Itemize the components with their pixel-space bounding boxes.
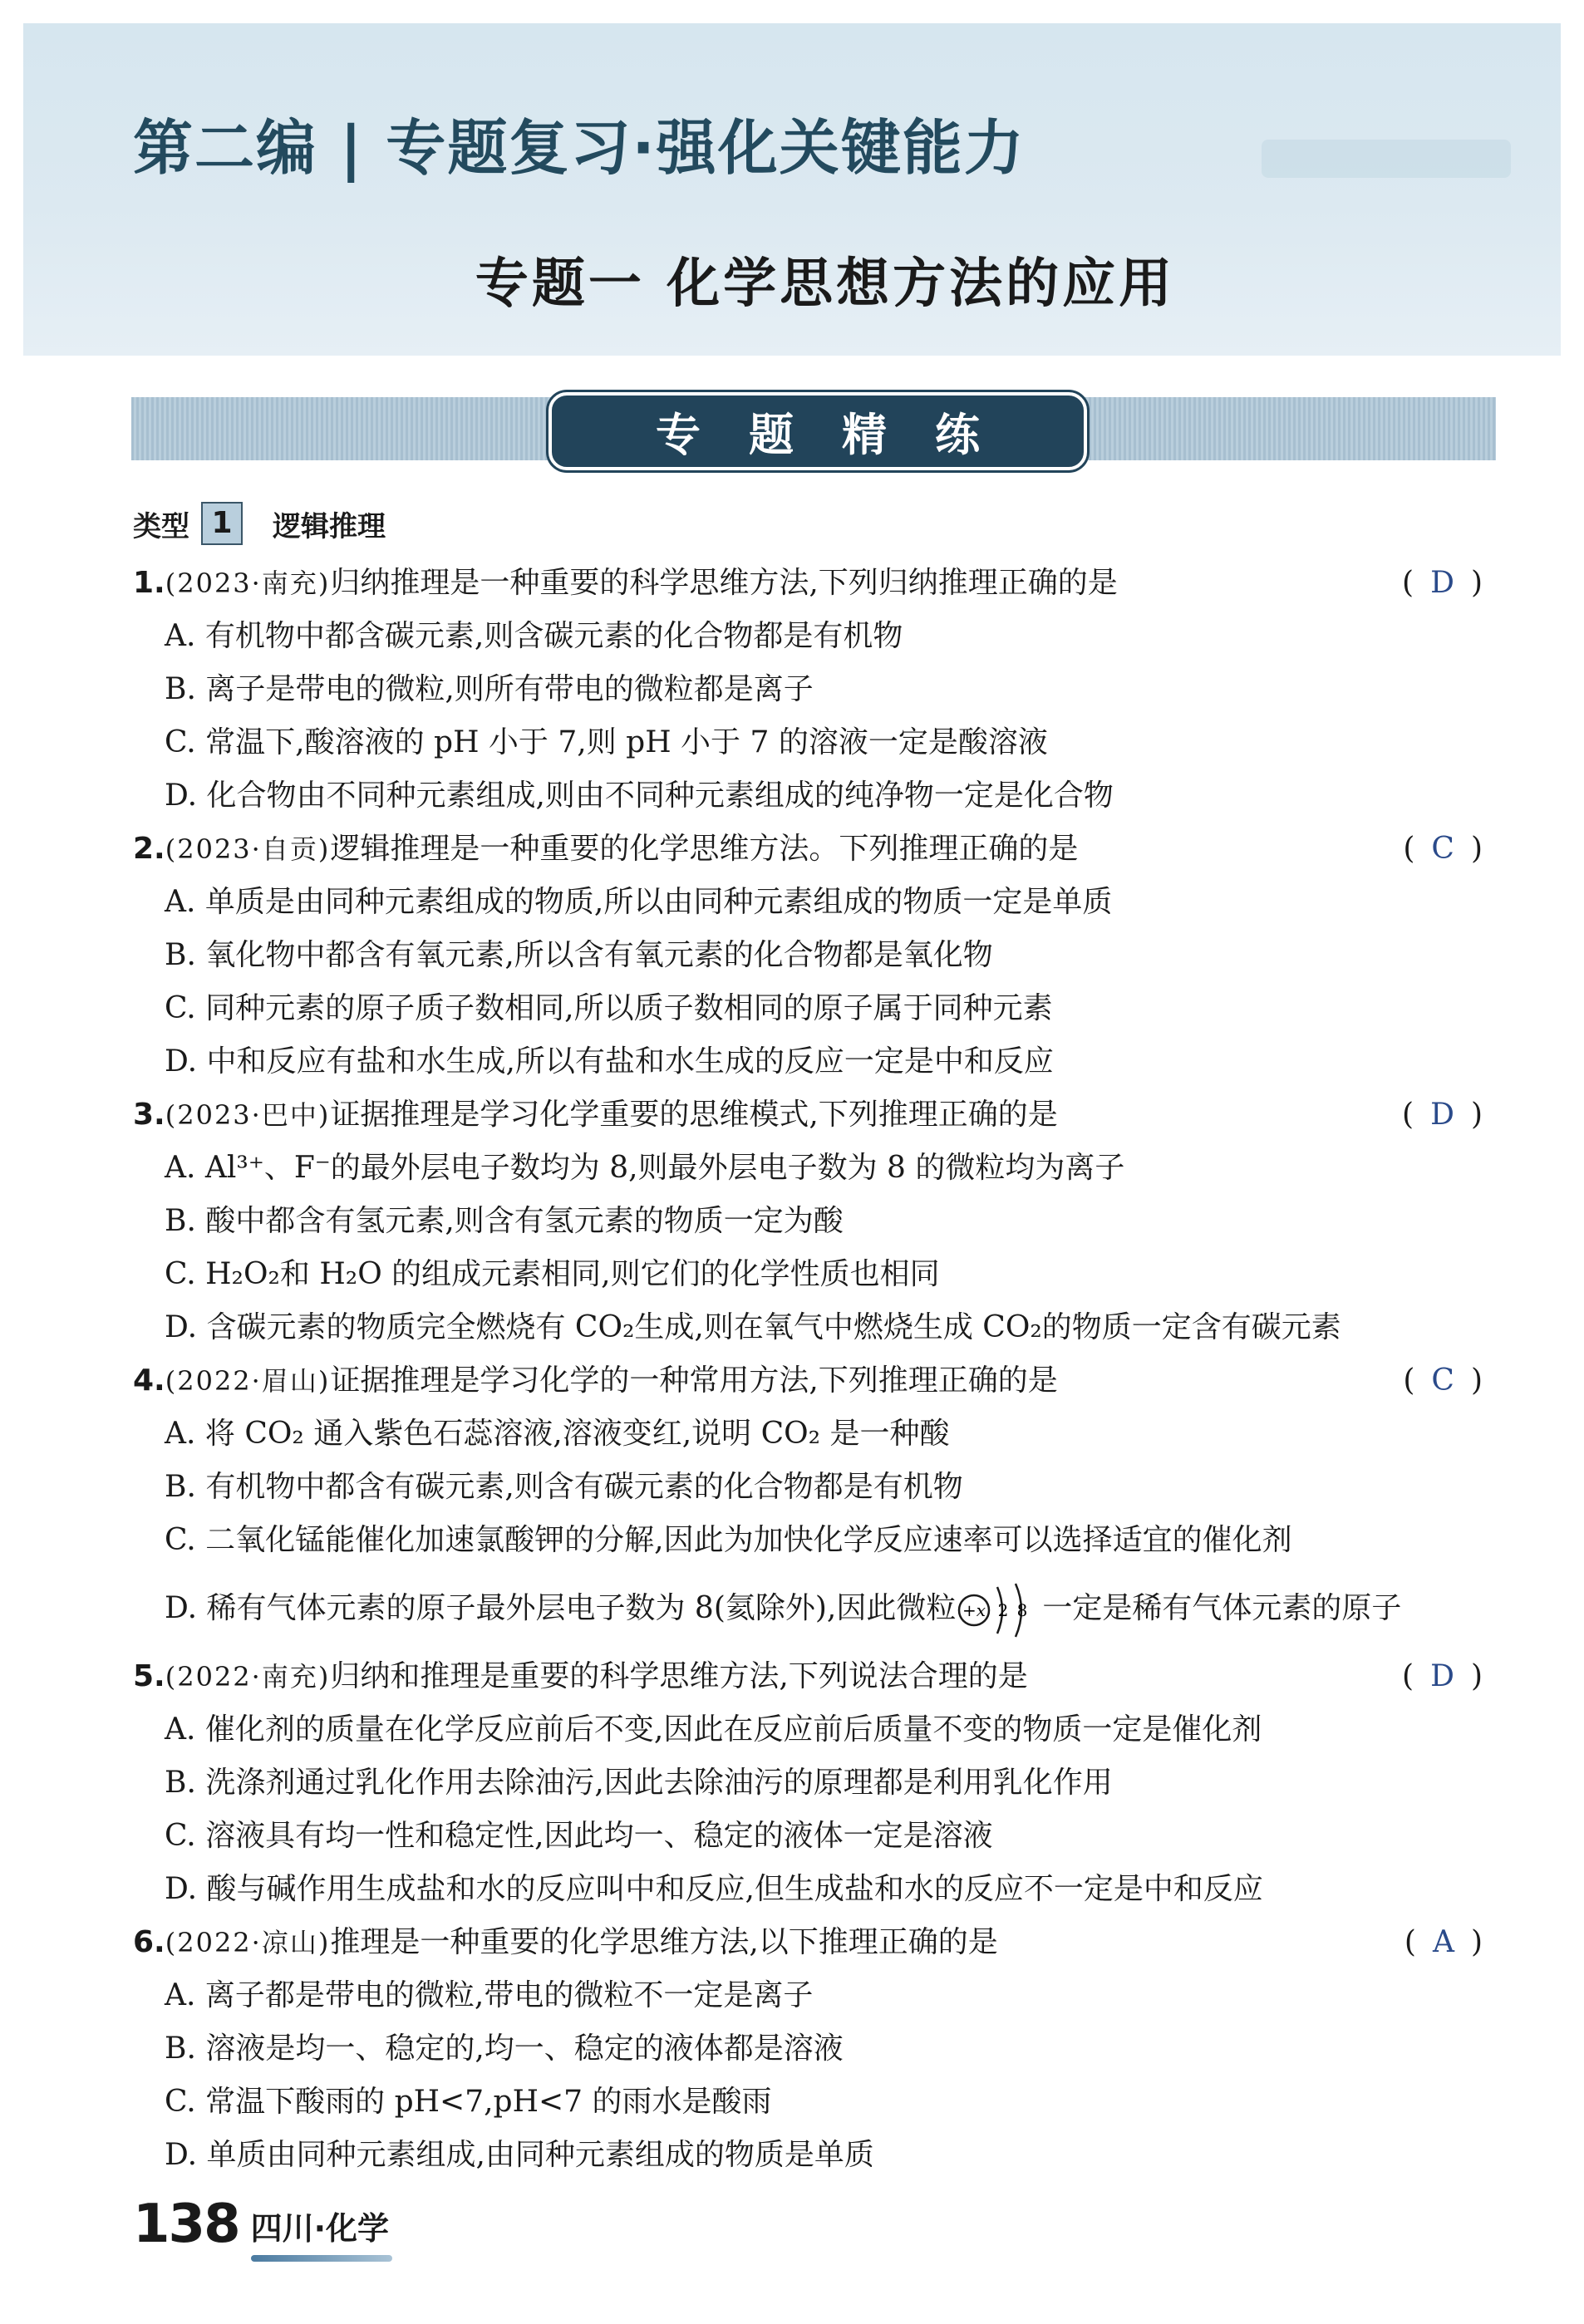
question-4 [125, 1354, 1504, 1650]
question-stem [125, 557, 1504, 610]
option-d-text-before: D. 稀有气体元素的原子最外层电子数为 8(氦除外),因此微粒 [165, 1591, 957, 1625]
question-stem [125, 1916, 1504, 1969]
answer-bracket: (C) [1403, 1363, 1499, 1398]
option-c: C. 二氧化锰能催化加速氯酸钾的分解,因此为加快化学反应速率可以选择适宜的催化剂 [165, 1523, 1292, 1557]
question-text: 逻辑推理是一种重要的化学思维方法。下列推理正确的是 [330, 832, 1079, 866]
option-a: A. 有机物中都含碳元素,则含碳元素的化合物都是有机物 [165, 619, 903, 653]
question-source: (2022·眉山) [165, 1365, 331, 1397]
answer-bracket: (D) [1402, 1098, 1499, 1132]
question-text: 证据推理是学习化学的一种常用方法,下列推理正确的是 [330, 1363, 1058, 1398]
option-b: B. 氧化物中都含有氧元素,所以含有氧元素的化合物都是氧化物 [165, 938, 993, 972]
page-number: 138 [133, 2194, 239, 2255]
option-d [125, 1567, 1504, 1650]
question-3 [125, 1088, 1504, 1354]
option-b: B. 洗涤剂通过乳化作用去除油污,因此去除油污的原理都是利用乳化作用 [165, 1766, 1113, 1800]
question-number: 6. [133, 1925, 165, 1959]
answer-letter: C [1431, 1363, 1471, 1398]
footer-label [251, 2203, 389, 2255]
atom-shell-2-electrons: 8 [1016, 1600, 1028, 1620]
option-c: C. 同种元素的原子质子数相同,所以质子数相同的原子属于同种元素 [165, 991, 1053, 1025]
question-number: 4. [133, 1363, 165, 1398]
section-title: 专题精练 [656, 408, 1028, 461]
option-b: B. 离子是带电的微粒,则所有带电的微粒都是离子 [165, 672, 814, 706]
option-b: B. 溶液是均一、稳定的,均一、稳定的液体都是溶液 [165, 2032, 844, 2066]
type-prefix: 类型 [133, 509, 189, 543]
type-number-box: 1 [201, 502, 243, 545]
question-stem [125, 1650, 1504, 1703]
option-c: C. 溶液具有均一性和稳定性,因此均一、稳定的液体一定是溶液 [165, 1819, 993, 1853]
question-2 [125, 823, 1504, 1088]
answer-bracket: (C) [1403, 832, 1499, 866]
atom-structure-diagram [956, 1580, 1042, 1640]
option-a: A. 催化剂的质量在化学反应前后不变,因此在反应前后质量不变的物质一定是催化剂 [165, 1712, 1262, 1747]
type-title: 逻辑推理 [273, 509, 386, 543]
option-c: C. 常温下酸雨的 pH<7,pH<7 的雨水是酸雨 [165, 2085, 772, 2119]
answer-letter: D [1430, 1659, 1471, 1693]
section-title-badge [548, 392, 1087, 470]
question-source: (2023·自贡) [165, 833, 331, 865]
question-source: (2023·南充) [165, 567, 331, 599]
option-a: A. Al³⁺、F⁻的最外层电子数均为 8,则最外层电子数为 8 的微粒均为离子 [165, 1151, 1125, 1185]
option-b: B. 有机物中都含有碳元素,则含有碳元素的化合物都是有机物 [165, 1470, 963, 1504]
question-text: 归纳推理是一种重要的科学思维方法,下列归纳推理正确的是 [330, 566, 1118, 600]
footer-swoosh [251, 2255, 392, 2262]
topic-title: 专题一 化学思想方法的应用 [475, 253, 1176, 315]
option-d: D. 含碳元素的物质完全燃烧有 CO₂生成,则在氧气中燃烧生成 CO₂的物质一定含有碳元素 [165, 1310, 1341, 1344]
footer-label-text: 四川·化学 [250, 2210, 390, 2247]
option-d: D. 中和反应有盐和水生成,所以有盐和水生成的反应一定是中和反应 [165, 1044, 1054, 1078]
option-d: D. 酸与碱作用生成盐和水的反应叫中和反应,但生成盐和水的反应不一定是中和反应 [165, 1872, 1263, 1906]
question-list [125, 557, 1504, 2182]
answer-letter: D [1430, 566, 1471, 600]
question-number: 1. [133, 566, 165, 600]
answer-letter: C [1431, 832, 1471, 866]
question-text: 证据推理是学习化学重要的思维模式,下列推理正确的是 [330, 1098, 1058, 1132]
part-title: 第二编 | 专题复习·强化关键能力 [133, 113, 1026, 183]
question-number: 5. [133, 1659, 165, 1693]
option-c: C. 常温下,酸溶液的 pH 小于 7,则 pH 小于 7 的溶液一定是酸溶液 [165, 725, 1048, 759]
type-heading [133, 502, 386, 545]
question-5 [125, 1650, 1504, 1916]
option-c: C. H₂O₂和 H₂O 的组成元素相同,则它们的化学性质也相同 [165, 1257, 940, 1291]
question-source: (2022·凉山) [165, 1927, 331, 1958]
page-footer [133, 2194, 389, 2255]
answer-bracket: (D) [1402, 566, 1499, 600]
option-b: B. 酸中都含有氢元素,则含有氢元素的物质一定为酸 [165, 1204, 844, 1238]
answer-bracket: (A) [1404, 1925, 1499, 1959]
question-text: 推理是一种重要的化学思维方法,以下推理正确的是 [330, 1925, 998, 1959]
question-stem [125, 1354, 1504, 1408]
header-decoration [1262, 140, 1511, 178]
question-source: (2023·巴中) [165, 1099, 331, 1131]
option-d: D. 化合物由不同种元素组成,则由不同种元素组成的纯净物一定是化合物 [165, 779, 1114, 813]
answer-bracket: (D) [1402, 1659, 1499, 1693]
question-stem [125, 823, 1504, 876]
question-text: 归纳和推理是重要的科学思维方法,下列说法合理的是 [330, 1659, 1028, 1693]
answer-letter: D [1430, 1098, 1471, 1132]
option-a: A. 单质是由同种元素组成的物质,所以由同种元素组成的物质一定是单质 [165, 885, 1113, 919]
question-source: (2022·南充) [165, 1661, 331, 1693]
option-d: D. 单质由同种元素组成,由同种元素组成的物质是单质 [165, 2138, 874, 2172]
option-a: A. 离子都是带电的微粒,带电的微粒不一定是离子 [165, 1978, 814, 2012]
question-1 [125, 557, 1504, 823]
question-6 [125, 1916, 1504, 2182]
atom-shell-1-electrons: 2 [997, 1600, 1009, 1620]
question-number: 2. [133, 832, 165, 866]
question-number: 3. [133, 1098, 165, 1132]
answer-letter: A [1432, 1925, 1471, 1959]
option-a: A. 将 CO₂ 通入紫色石蕊溶液,溶液变红,说明 CO₂ 是一种酸 [165, 1417, 950, 1451]
atom-nucleus-charge: +x [962, 1600, 986, 1620]
option-d-text-after: 一定是稀有气体元素的原子 [1042, 1591, 1402, 1625]
question-stem [125, 1088, 1504, 1142]
